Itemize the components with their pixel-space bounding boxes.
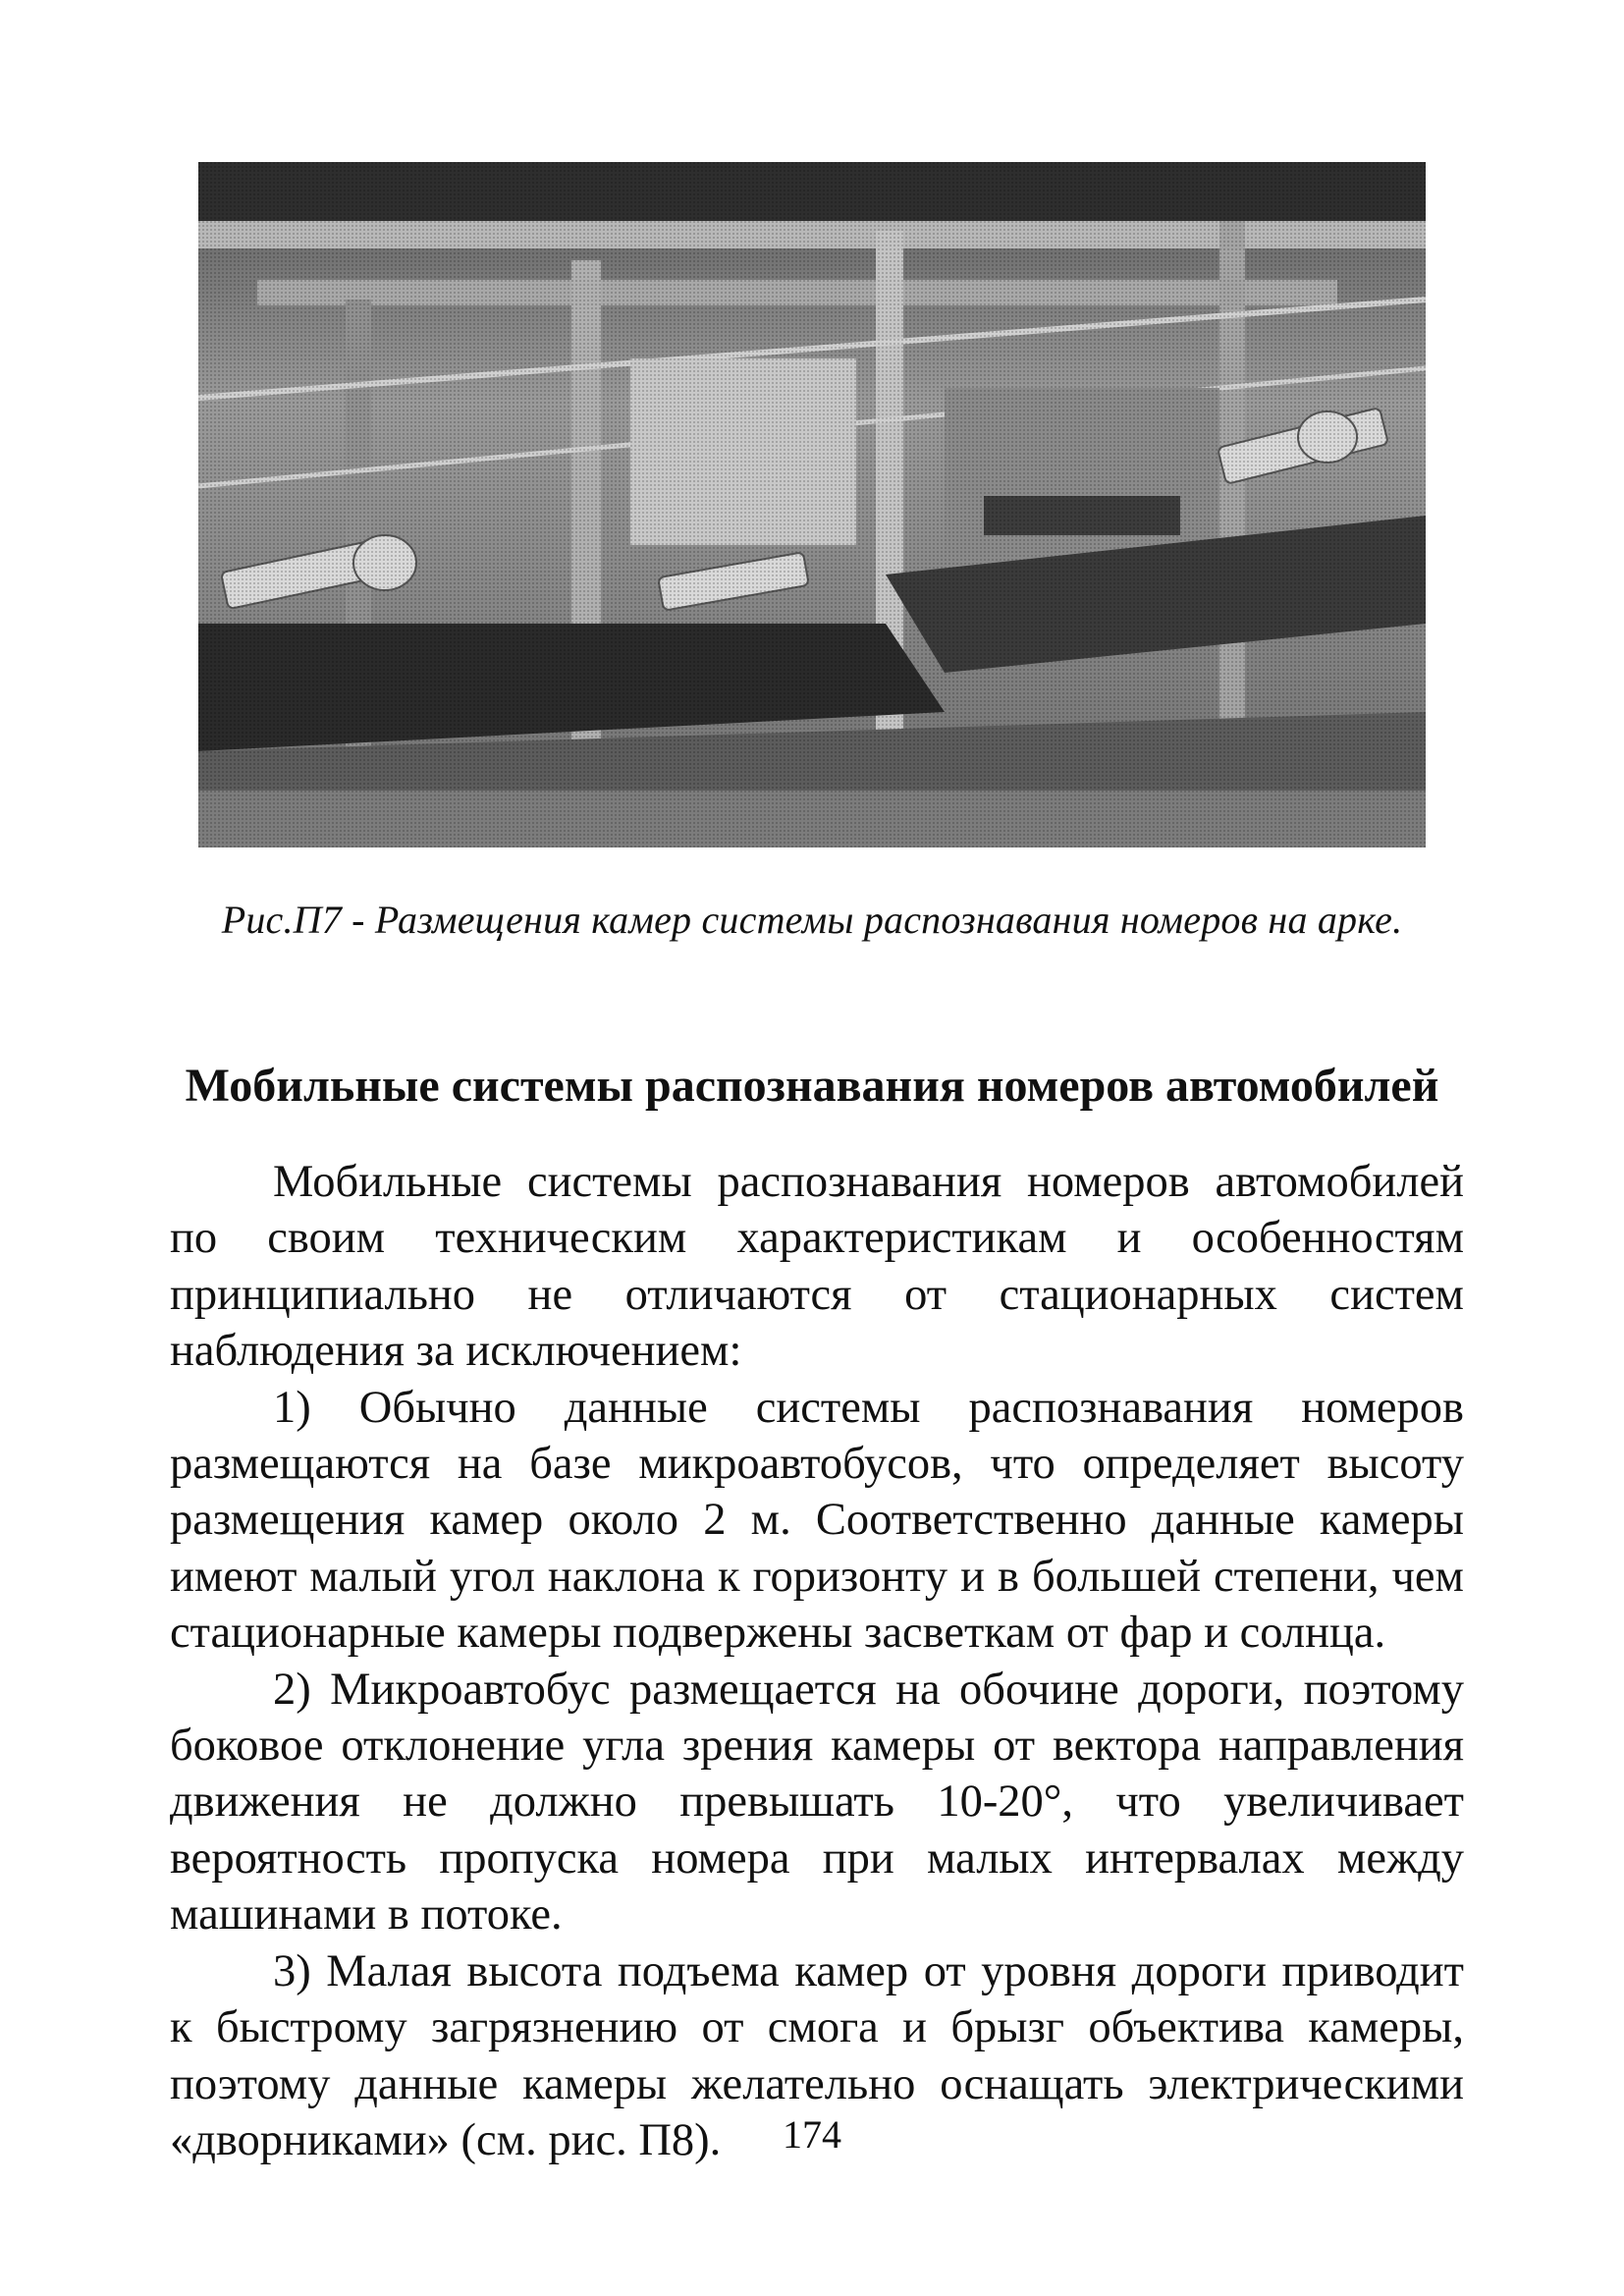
section-body bbox=[170, 1154, 1464, 2168]
paragraph-item-2: 2) Микроавтобус размещается на обочине дороги, поэтому боковое отклонение угла зрения камеры от вектора направления движения не должно превышать 10-20°, что увеличивает вероятность пропуска номера при малых интервалах между машинами в потоке. bbox=[170, 1664, 1464, 1941]
paragraph-item-1: 1) Обычно данные системы распознавания номеров размещаются на базе микроавтобусов, что определяет высоту размещения камер около 2 м. Соответственно данные камеры имеют малый угол наклона к горизонту и в большей степени, чем стационарные камеры подвержены засветкам от фар и солнца. bbox=[170, 1382, 1464, 1659]
paragraph-item-3: 3) Малая высота подъема камер от уровня дороги приводит к быстрому загрязнению от смога и брызг объектива камеры, поэтому данные камеры желательно оснащать электрическими «дворниками» (см. рис. П8). bbox=[170, 1945, 1464, 2165]
paragraph-intro: Мобильные системы распознавания номеров автомобилей по своим техническим характеристикам и особенностям принципиально не отличаются от стационарных систем наблюдения за исключением: bbox=[170, 1157, 1464, 1377]
section-heading: Мобильные системы распознавания номеров автомобилей bbox=[185, 1060, 1439, 1112]
figure-photo-camera-arch bbox=[198, 162, 1426, 847]
page-number: 174 bbox=[783, 2112, 841, 2157]
figure-caption: Рис.П7 - Размещения камер системы распознавания номеров на арке. bbox=[221, 898, 1403, 942]
